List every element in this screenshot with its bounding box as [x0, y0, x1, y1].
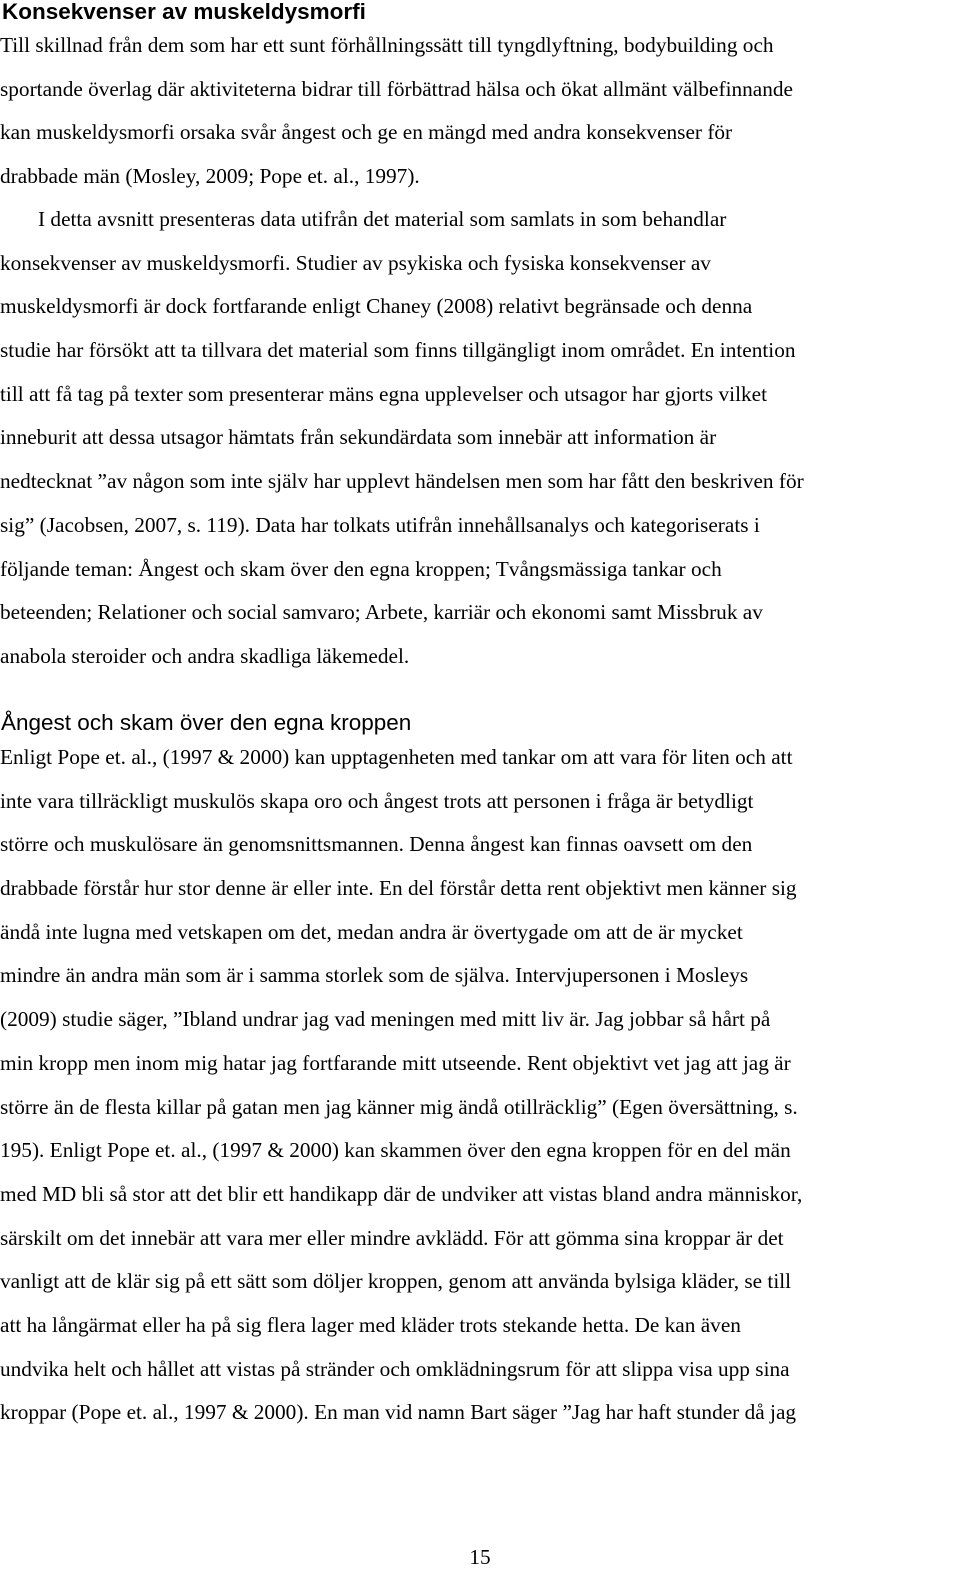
- text-line: min kropp men inom mig hatar jag fortfarande mitt utseende. Rent objektivt vet jag att jag är: [0, 1050, 791, 1075]
- text-line: 195). Enligt Pope et. al., (1997 & 2000) kan skammen över den egna kroppen för en del män: [0, 1138, 791, 1163]
- text-line: inneburit att dessa utsagor hämtats från sekundärdata som innebär att information är: [0, 425, 717, 450]
- text-line: särskilt om det innebär att vara mer eller mindre avklädd. För att gömma sina kroppar är det: [0, 1225, 784, 1250]
- page-number: 15: [469, 1545, 491, 1569]
- text-line: större och muskulösare än genomsnittsmannen. Denna ångest kan finnas oavsett om den: [0, 832, 753, 857]
- text-line: mindre än andra män som är i samma storlek som de själva. Intervjupersonen i Mosleys: [0, 963, 749, 988]
- text-line: Till skillnad från dem som har ett sunt förhållningssätt till tyngdlyftning, bodybuilding och: [0, 33, 774, 57]
- text-line: med MD bli så stor att det blir ett handikapp där de undviker att vistas bland andra människor,: [0, 1181, 803, 1206]
- text-line: sig” (Jacobsen, 2007, s. 119). Data har tolkats utifrån innehållsanalys och kategoriserats i: [0, 512, 760, 537]
- text-line: större än de flesta killar på gatan men jag känner mig ändå otillräcklig” (Egen översättning, s.: [0, 1094, 798, 1119]
- text-line: att ha långärmat eller ha på sig flera lager med kläder trots stekande hetta. De kan även: [0, 1312, 741, 1337]
- paragraph-method: [0, 198, 960, 679]
- section-heading: Konsekvenser av muskeldysmorfi: [2, 0, 366, 24]
- text-line: vanligt att de klär sig på ett sätt som döljer kroppen, genom att använda bylsiga kläder, se till: [0, 1269, 792, 1294]
- paragraph-anxiety: [0, 736, 960, 1435]
- text-line: (2009) studie säger, ”Ibland undrar jag vad meningen med mitt liv är. Jag jobbar så hårt på: [0, 1007, 771, 1032]
- text-line: drabbade män (Mosley, 2009; Pope et. al., 1997).: [0, 164, 420, 189]
- text-line: drabbade förstår hur stor denne är eller inte. En del förstår detta rent objektivt men känner sig: [0, 876, 797, 901]
- text-line: Enligt Pope et. al., (1997 & 2000) kan upptagenheten med tankar om att vara för liten och att: [0, 745, 793, 769]
- text-line: beteenden; Relationer och social samvaro; Arbete, karriär och ekonomi samt Missbruk av: [0, 600, 763, 625]
- text-line: konsekvenser av muskeldysmorfi. Studier av psykiska och fysiska konsekvenser av: [0, 250, 711, 275]
- paragraph-intro: [0, 24, 960, 199]
- text-line: anabola steroider och andra skadliga läkemedel.: [0, 643, 410, 668]
- text-line: till att få tag på texter som presenterar mäns egna upplevelser och utsagor har gjorts vilket: [0, 381, 768, 406]
- text-line: kroppar (Pope et. al., 1997 & 2000). En man vid namn Bart säger ”Jag har haft stunder då jag: [0, 1400, 797, 1425]
- text-line: nedtecknat ”av någon som inte själv har upplevt händelsen men som har fått den beskriven för: [0, 469, 804, 494]
- text-line: studie har försökt att ta tillvara det material som finns tillgängligt inom området. En intention: [0, 338, 796, 363]
- text-line: undvika helt och hållet att vistas på stränder och omklädningsrum för att slippa visa upp sina: [0, 1356, 790, 1381]
- text-line: inte vara tillräckligt muskulös skapa oro och ångest trots att personen i fråga är betydligt: [0, 788, 754, 813]
- text-line: kan muskeldysmorfi orsaka svår ångest och ge en mängd med andra konsekvenser för: [0, 120, 733, 145]
- text-line: I detta avsnitt presenteras data utifrån det material som samlats in som behandlar: [38, 207, 727, 231]
- subsection-heading: Ångest och skam över den egna kroppen: [1, 710, 412, 735]
- text-line: muskeldysmorfi är dock fortfarande enligt Chaney (2008) relativt begränsade och denna: [0, 294, 753, 319]
- text-line: sportande överlag där aktiviteterna bidrar till förbättrad hälsa och ökat allmänt välbefinnande: [0, 76, 793, 101]
- text-line: följande teman: Ångest och skam över den egna kroppen; Tvångsmässiga tankar och: [0, 556, 722, 581]
- text-line: ändå inte lugna med vetskapen om det, medan andra är övertygade om att de är mycket: [0, 919, 743, 944]
